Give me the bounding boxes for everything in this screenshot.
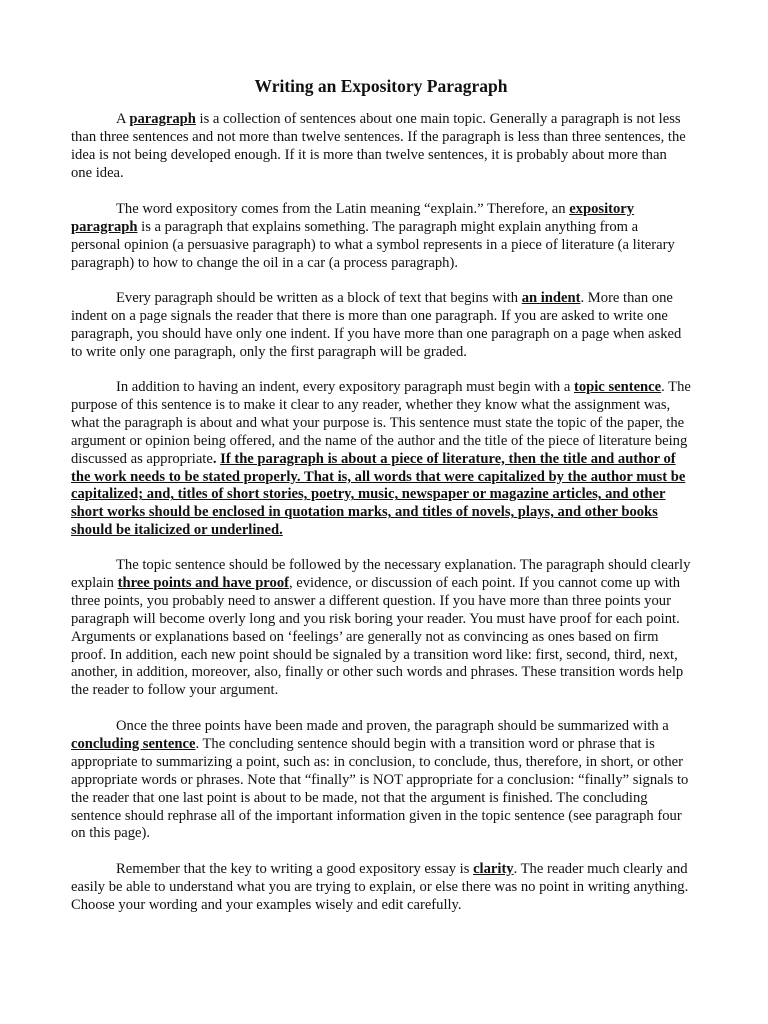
text: . The purpose of this sentence is to make it clear to any reader, whether they know what the assignment was, what the paragraph is about and what your purpose is. This sentence must state the topic of the paper, the argument or opinion being offered, and the name of the author and the title of the piece of literature being discussed as appropriate [71,379,691,467]
text: In addition to having an indent, every expository paragraph must begin with a [116,379,574,395]
paragraph-explanation [71,557,691,700]
emphasized-rule: If the paragraph is about a piece of literature, then the title and author of the work needs to be stated properly. That is, all words that were capitalized by the author must be capitalized; and, titles of short stories, poetry, music, newspaper or magazine articles, and other short works should be enclosed in quotation marks, and titles of novels, plays, and other books should be italicized or underlined. [71,450,686,539]
document-page [71,0,691,1024]
key-term-an-indent: an indent [521,290,581,306]
text: Remember that the key to writing a good expository essay is [116,861,474,877]
paragraph-indent [71,290,691,362]
paragraph-expository-meaning [71,201,691,273]
paragraph-topic-sentence [71,379,691,540]
text: Once the three points have been made and proven, the paragraph should be summarized with a [116,718,669,734]
key-term-topic-sentence: topic sentence [573,379,662,395]
paragraph-definition [71,111,691,183]
text: . The concluding sentence should begin with a transition word or phrase that is appropriate to summarizing a point, such as: in conclusion, to conclude, thus, therefore, in short, or other appropriate words or phrases. Note that “finally” is NOT appropriate for a conclusion: “finally” signals to the reader that one last point is about to be made, not that the argument is finished. The concluding sentence should rephrase all of the important information given in the topic sentence (see paragraph four on this page). [71,735,689,842]
key-term-expository-paragraph: expository paragraph [71,201,635,235]
text: The topic sentence should be followed by the necessary explanation. The paragraph should clearly explain [71,557,691,591]
key-term-clarity: clarity [473,861,514,877]
text: . More than one indent on a page signals the reader that there is more than one paragraph. If you are asked to write one paragraph, you should have only one indent. If you have more than one paragraph on a page when asked to write only one paragraph, only the first paragraph will be graded. [71,290,682,360]
key-term-concluding-sentence: concluding sentence [71,735,196,752]
text: , evidence, or discussion of each point. If you cannot come up with three points, you probably need to answer a different question. If you have more than three points your paragraph will become overly long and you risk boring your reader. You must have proof for each point. Arguments or explanations based on ‘feelings’ are generally not as convincing as ones based on firm proof. In addition, each new point should be signaled by a transition word like: first, second, third, next, another, in addition, moreover, also, finally or other such words and phrases. These transition words help the reader to follow your argument. [71,574,684,699]
document-title: Writing an Expository Paragraph [254,76,508,96]
paragraph-clarity [71,861,691,915]
key-term-paragraph: paragraph [129,111,196,127]
text: . The reader much clearly and easily be able to understand what you are trying to explain, or else there was no point in writing anything. Choose your wording and your examples wisely and edit carefully. [71,861,689,913]
text: The word expository comes from the Latin meaning “explain.” Therefore, an [116,201,570,217]
key-term-three-points: three points and have proof [117,574,289,591]
text: Every paragraph should be written as a block of text that begins with [116,290,522,306]
paragraph-conclusion [71,718,691,843]
text: A [116,111,130,127]
text-bold: . [212,450,221,467]
text: is a collection of sentences about one main topic. Generally a paragraph is not less than three sentences and not more than twelve sentences. If the paragraph is less than three sentences, the idea is not being developed enough. If it is more than twelve sentences, it is probably about more than one idea. [71,111,686,181]
text: is a paragraph that explains something. The paragraph might explain anything from a personal opinion (a persuasive paragraph) to what a symbol represents in a piece of literature (a literary paragraph) to how to change the oil in a car (a process paragraph). [71,218,675,271]
